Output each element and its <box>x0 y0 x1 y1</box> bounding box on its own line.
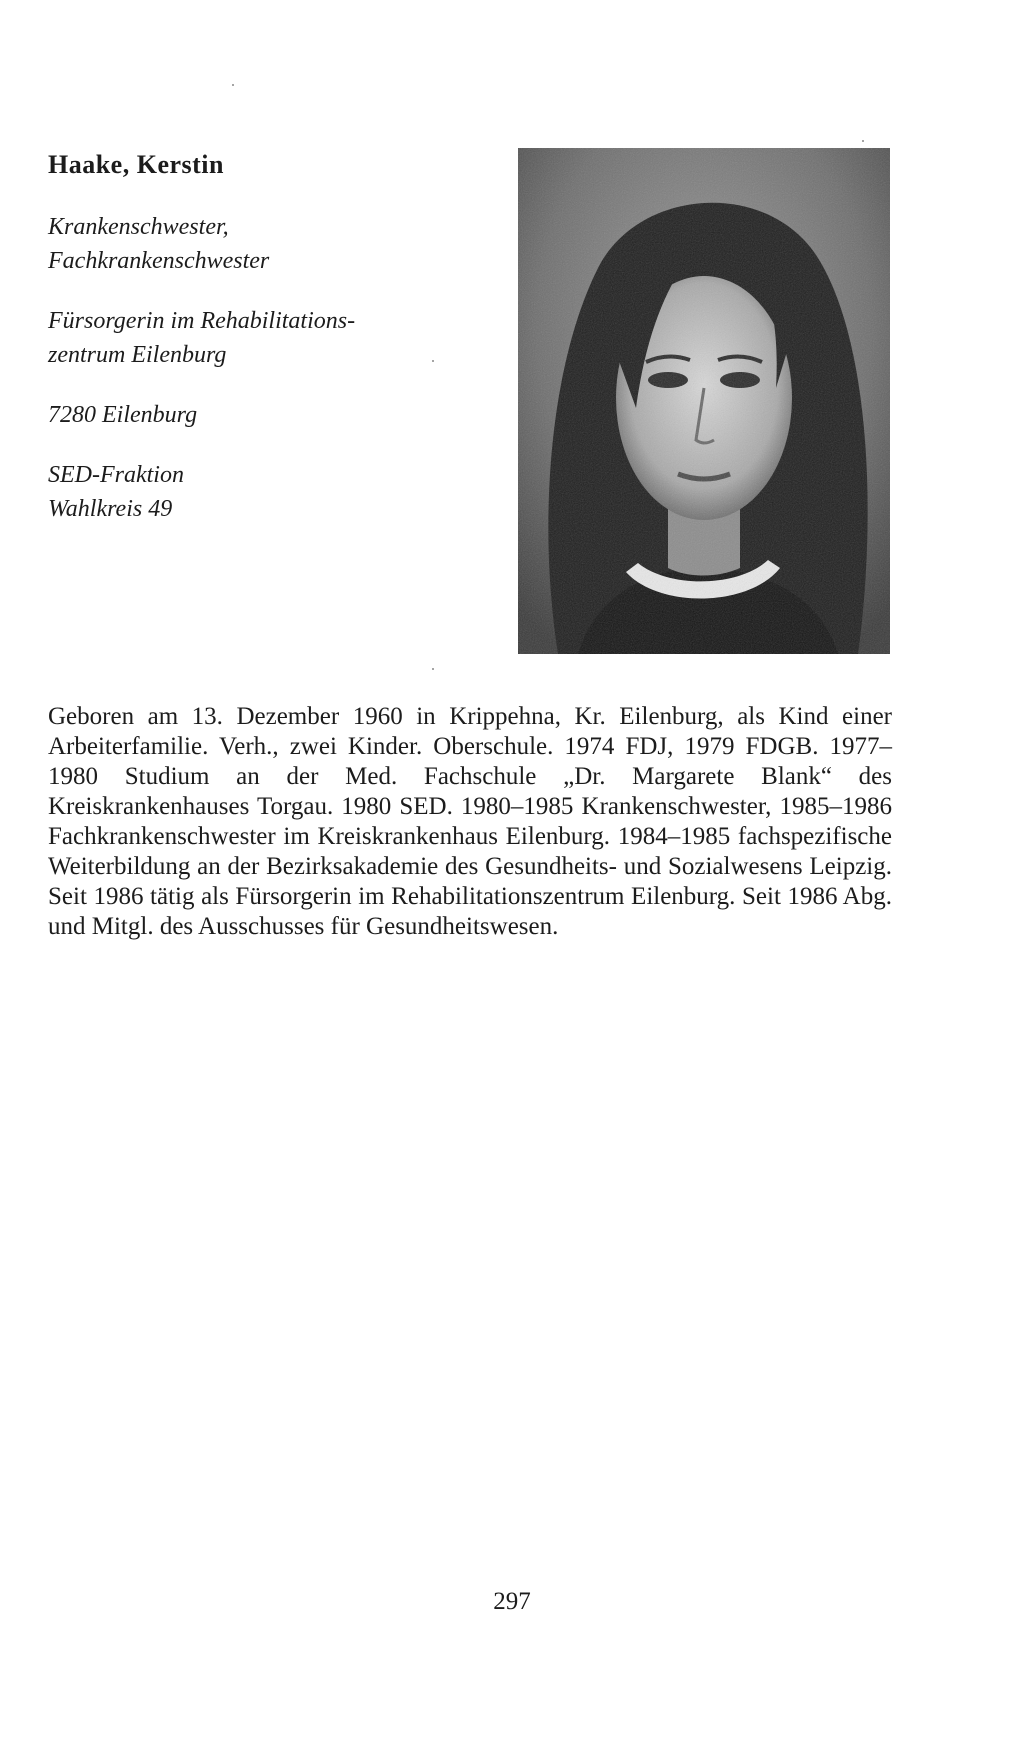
scan-speck <box>432 668 434 670</box>
entry-info <box>48 210 448 552</box>
workplace-line: zentrum Eilenburg <box>48 342 227 368</box>
profession-group <box>48 210 448 278</box>
faction-group <box>48 458 448 526</box>
page-number: 297 <box>493 1588 531 1615</box>
profession-line: Fachkrankenschwester <box>48 248 270 274</box>
faction-line: SED-Fraktion <box>48 462 184 488</box>
profession-line: Krankenschwester, <box>48 214 229 240</box>
scan-speck <box>862 140 864 142</box>
entry-name: Haake, Kerstin <box>48 150 224 179</box>
location-line: 7280 Eilenburg <box>48 402 198 428</box>
constituency-line: Wahlkreis 49 <box>48 496 173 522</box>
biography-text: Geboren am 13. Dezember 1960 in Krippehna, Kr. Eilenburg, als Kind einer Arbeiterfamilie. Verh., zwei Kinder. Oberschule. 1974 FDJ, 1979 FDGB. 1977–1980 Studium an der Med. Fachschule „Dr. Margarete Blank“ des Kreiskrankenhauses Torgau. 1980 SED. 1980–1985 Krankenschwester, 1985–1986 Fachkrankenschwester im Kreiskrankenhaus Eilenburg. 1984–1985 fachspezifische Weiterbildung an der Bezirksakademie des Gesundheits- und Sozialwesens Leipzig. Seit 1986 tätig als Fürsorgerin im Rehabilitationszentrum Eilenburg. Seit 1986 Abg. und Mitgl. des Ausschusses für Gesundheitswesen. <box>48 703 892 940</box>
scan-speck <box>232 84 234 86</box>
workplace-line: Fürsorgerin im Rehabilitations- <box>48 308 356 334</box>
portrait-photo <box>518 148 890 654</box>
location-group <box>48 398 448 432</box>
workplace-group <box>48 304 448 372</box>
portrait-photo-drawing <box>518 148 890 654</box>
